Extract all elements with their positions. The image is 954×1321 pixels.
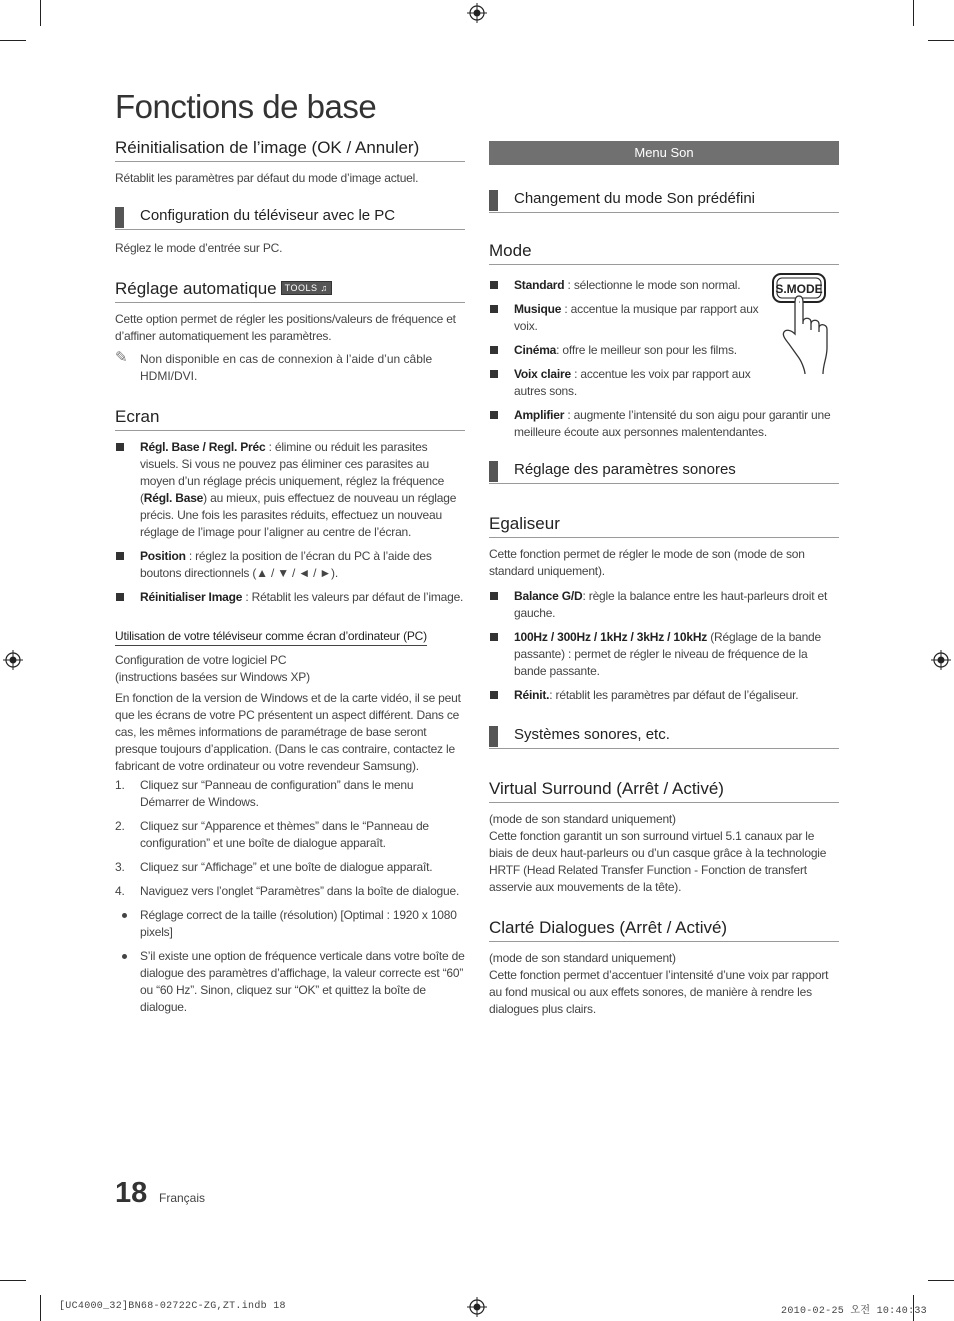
list-item: Standard : sélectionne le mode son normal. <box>489 277 759 294</box>
list-item: Réinitialiser Image : Rétablit les valeurs par défaut de l’image. <box>115 589 465 606</box>
section-title-pc: Configuration du téléviseur avec le PC <box>115 207 465 230</box>
crop-mark <box>0 40 26 41</box>
section-title-settings: Réglage des paramètres sonores <box>489 461 839 484</box>
list-item: 1. Cliquez sur “Panneau de configuration” dans le menu Démarrer de Windows. <box>115 778 414 809</box>
config-paragraph: En fonction de la version de Windows et de la carte vidéo, il se peut que les écrans de votre PC présentent un aspect différent. Dans ce cas, les mêmes informations de paramétrage de base seront presque toujours d’application. (Dans le cas contraire, contactez le fabricant de votre ordinateur ou votre revendeur Samsung). <box>115 691 461 773</box>
section-title-reinit: Réinitialisation de l’image (OK / Annuler) <box>115 138 465 162</box>
auto-text: Cette option permet de régler les positions/valeurs de fréquence et d’affiner automatiquement les paramètres. <box>115 312 456 343</box>
crop-mark <box>0 1280 26 1281</box>
list-item: 4. Naviguez vers l’onglet “Paramètres” dans la boîte de dialogue. <box>115 884 460 898</box>
reinit-text: Rétablit les paramètres par défaut du mode d’image actuel. <box>115 171 419 185</box>
resolution-bullets <box>115 907 465 1016</box>
pc-text: Réglez le mode d’entrée sur PC. <box>115 241 283 255</box>
list-item: 100Hz / 300Hz / 1kHz / 3kHz / 10kHz (Réglage de la bande passante) : permet de régler le niveau de fréquence de la bande passante. <box>489 629 839 680</box>
list-item: Régl. Base / Regl. Préc : élimine ou réduit les parasites visuels. Si vous ne pouvez pas éliminer ces parasites au moyen d’un réglage précis uniquement, réglez la fréquence (Régl. Base) au mieux, puis effectuez de nouveau un réglage précis. Une fois les parasites réduits, effectuez un nouveau réglage de l’image pour l’aligner au centre de l’écran. <box>115 439 465 541</box>
cd-note: (mode de son standard uniquement) <box>489 951 676 965</box>
registration-mark-icon <box>467 3 487 23</box>
list-item: 3. Cliquez sur “Affichage” et une boîte de dialogue apparaît. <box>115 860 433 874</box>
section-title-preset: Changement du mode Son prédéfini <box>489 190 839 213</box>
list-item: 2. Cliquez sur “Apparence et thèmes” dans le “Panneau de configuration” et une boîte de dialogue apparaît. <box>115 819 429 850</box>
page-number: 18 <box>115 1177 148 1209</box>
smode-remote-button-icon <box>771 272 841 376</box>
tools-badge: TOOLS ♫ <box>281 281 332 295</box>
section-title-cd: Clarté Dialogues (Arrêt / Activé) <box>489 918 839 942</box>
eq-text: Cette fonction permet de régler le mode de son (mode de son standard uniquement). <box>489 547 805 578</box>
list-item: Balance G/D: règle la balance entre les haut-parleurs droit et gauche. <box>489 588 839 622</box>
config-line-2: (instructions basées sur Windows XP) <box>115 670 310 684</box>
registration-mark-icon <box>467 1297 487 1317</box>
section-title-vs: Virtual Surround (Arrêt / Activé) <box>489 779 839 803</box>
print-slug-left: [UC4000_32]BN68-02722C-ZG,ZT.indb 18 <box>59 1301 286 1312</box>
page-language: Français <box>159 1191 206 1205</box>
vs-note: (mode de son standard uniquement) <box>489 812 676 826</box>
list-item: Musique : accentue la musique par rapport aux voix. <box>489 301 759 335</box>
smode-label: S.MODE <box>775 282 823 296</box>
right-column <box>489 138 839 1018</box>
ecran-list <box>115 439 465 606</box>
cd-text: Cette fonction permet d’accentuer l’intensité d’une voix par rapport au fond musical ou aux effets sonores, de manière à rendre les dialogues plus clairs. <box>489 968 829 1016</box>
section-title-eq: Egaliseur <box>489 514 839 538</box>
auto-note: ✎ Non disponible en cas de connexion à l’aide d’un câble HDMI/DVI. <box>115 349 433 383</box>
crop-mark <box>928 1280 954 1281</box>
list-item: Voix claire : accentue les voix par rapport aux autres sons. <box>489 366 759 400</box>
list-item: Amplifier : augmente l’intensité du son aigu pour garantir une meilleure écoute aux personnes malentendantes. <box>489 407 839 441</box>
vs-text: Cette fonction garantit un son surround virtuel 5.1 canaux par le biais de deux haut-parleurs ou d’un casque grâce à la technologie HRTF (Head Related Transfer Function - Fonction de transfert asservie aux mouvements de la tête). <box>489 829 827 894</box>
list-item: Position : réglez la position de l’écran du PC à l’aide des boutons directionnels (▲ / ▼ / ◄ / ►). <box>115 548 465 582</box>
page-title: Fonctions de base <box>115 88 377 125</box>
pencil-note-icon: ✎ <box>115 349 128 366</box>
menu-son-bar: Menu Son <box>489 141 839 165</box>
usage-subtitle: Utilisation de votre téléviseur comme écran d’ordinateur (PC) <box>115 629 427 646</box>
list-item: S’il existe une option de fréquence verticale dans votre boîte de dialogue des paramètres d’affichage, la valeur correcte est “60” ou “60 Hz”. Sinon, cliquez sur “OK” et quittez la boîte de dialogue. <box>115 948 465 1016</box>
steps-list <box>115 777 465 900</box>
list-item: Cinéma: offre le meilleur son pour les films. <box>489 342 759 359</box>
mode-list-wide <box>489 407 839 441</box>
section-title-systems: Systèmes sonores, etc. <box>489 726 839 749</box>
auto-title-text: Réglage automatique <box>115 279 277 298</box>
section-title-auto <box>115 279 465 303</box>
mode-list <box>489 277 759 400</box>
registration-mark-icon <box>931 650 951 670</box>
section-title-ecran: Ecran <box>115 407 465 431</box>
eq-list <box>489 588 839 704</box>
crop-mark <box>40 0 41 26</box>
list-item: Réinit.: rétablit les paramètres par défaut de l’égaliseur. <box>489 687 839 704</box>
list-item: Réglage correct de la taille (résolution) [Optimal : 1920 x 1080 pixels] <box>115 907 465 941</box>
registration-mark-icon <box>3 650 23 670</box>
config-line-1: Configuration de votre logiciel PC <box>115 653 287 667</box>
crop-mark <box>40 1295 41 1321</box>
crop-mark <box>913 0 914 26</box>
crop-mark <box>928 40 954 41</box>
left-column <box>115 138 465 1023</box>
section-title-mode: Mode <box>489 241 839 265</box>
print-slug-right: 2010-02-25 오전 10:40:33 <box>781 1306 927 1317</box>
